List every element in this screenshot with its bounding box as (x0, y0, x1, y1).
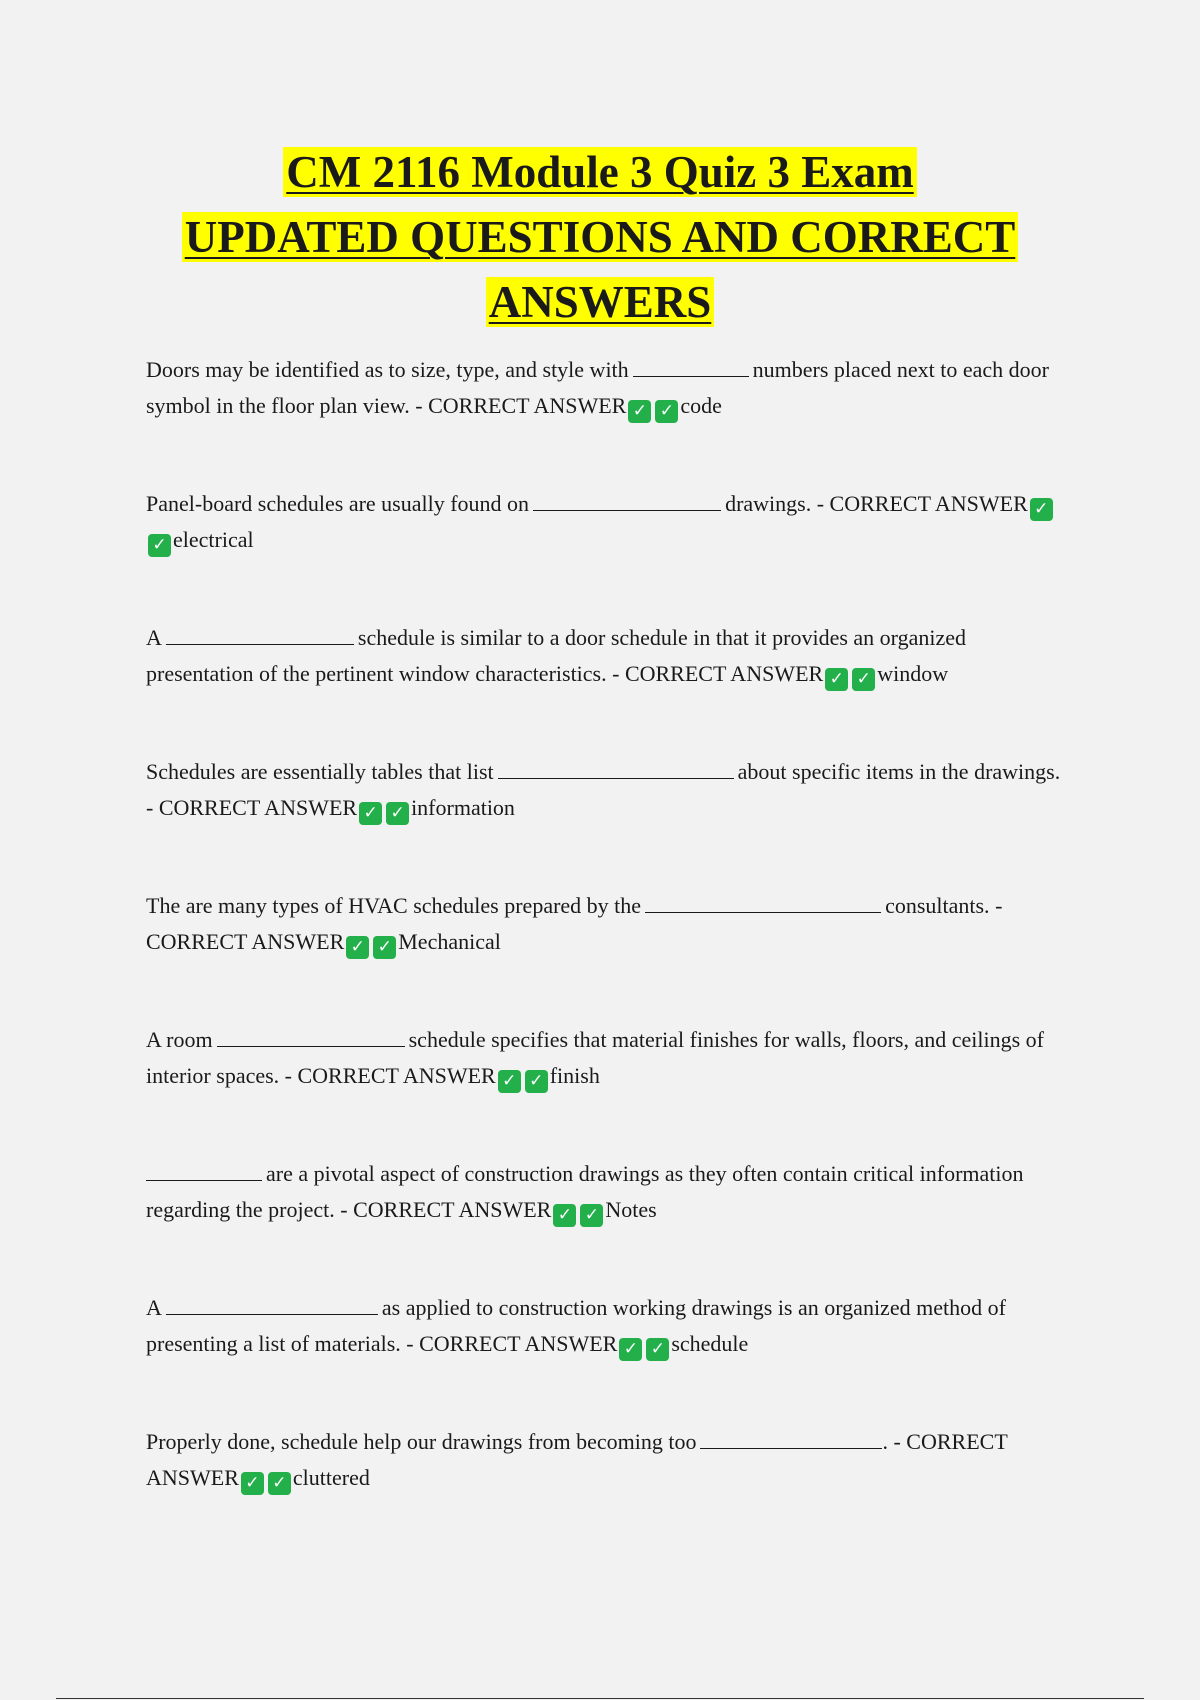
answer-text: window (877, 661, 949, 686)
check-mark-icon: ✓ (852, 668, 875, 691)
check-mark-icon: ✓ (655, 400, 678, 423)
answer-text: finish (549, 1063, 600, 1088)
check-mark-icon: ✓ (1030, 498, 1053, 521)
question-text: A (146, 625, 162, 650)
check-mark-icon: ✓ (359, 802, 382, 825)
answer-text: information (411, 795, 515, 820)
answer-blank (700, 1428, 882, 1449)
check-mark-icon: ✓ (386, 802, 409, 825)
question-item-6 (146, 1022, 1066, 1156)
answer-prefix: - CORRECT ANSWER (340, 1197, 552, 1222)
answer-prefix: - CORRECT ANSWER (146, 1429, 1008, 1490)
check-mark-icon: ✓ (825, 668, 848, 691)
answer-blank (217, 1026, 405, 1047)
answer-blank (166, 624, 354, 645)
answer-blank (498, 758, 734, 779)
answer-blank (633, 356, 749, 377)
question-text: drawings. (725, 491, 812, 516)
question-text: Panel-board schedules are usually found on (146, 491, 530, 516)
answer-text: schedule (671, 1331, 749, 1356)
question-text: consultants. (885, 893, 990, 918)
question-text: Doors may be identified as to size, type, and style with (146, 357, 629, 382)
question-list (146, 352, 1066, 1558)
answer-prefix: - CORRECT ANSWER (146, 795, 358, 820)
question-text: as applied to construction working drawings is an organized method of presenting a list of materials. (146, 1295, 1006, 1356)
check-mark-icon: ✓ (241, 1472, 264, 1495)
check-mark-icon: ✓ (525, 1070, 548, 1093)
question-item-3 (146, 620, 1066, 754)
answer-prefix: - CORRECT ANSWER (816, 491, 1028, 516)
check-mark-icon: ✓ (268, 1472, 291, 1495)
question-text: are a pivotal aspect of construction drawings as they often contain critical information regarding the project. (146, 1161, 1024, 1222)
check-mark-icon: ✓ (553, 1204, 576, 1227)
check-mark-icon: ✓ (346, 936, 369, 959)
answer-text: cluttered (292, 1465, 370, 1490)
question-item-2 (146, 486, 1066, 620)
answer-blank (533, 490, 721, 511)
check-mark-icon: ✓ (619, 1338, 642, 1361)
question-item-5 (146, 888, 1066, 1022)
question-item-7 (146, 1156, 1066, 1290)
answer-blank (166, 1294, 378, 1315)
answer-prefix: - CORRECT ANSWER (415, 393, 627, 418)
question-text: Properly done, schedule help our drawings from becoming too (146, 1429, 697, 1454)
answer-text: Mechanical (398, 929, 501, 954)
answer-prefix: - CORRECT ANSWER (406, 1331, 618, 1356)
title-line-3: ANSWERS (486, 277, 715, 327)
title-line-2: UPDATED QUESTIONS AND CORRECT (182, 212, 1019, 262)
check-mark-icon: ✓ (373, 936, 396, 959)
question-text: A room (146, 1027, 213, 1052)
question-text: numbers placed next to each door symbol in the floor plan view. (146, 357, 1049, 418)
page-bottom-rule (56, 1698, 1144, 1699)
title-line-1: CM 2116 Module 3 Quiz 3 Exam (283, 147, 917, 197)
question-text: A (146, 1295, 162, 1320)
answer-blank (645, 892, 881, 913)
answer-text: Notes (605, 1197, 657, 1222)
answer-prefix: - CORRECT ANSWER (146, 893, 1003, 954)
question-text: schedule is similar to a door schedule in that it provides an organized presentation of the pertinent window characteristics. (146, 625, 966, 686)
question-text: The are many types of HVAC schedules prepared by the (146, 893, 642, 918)
check-mark-icon: ✓ (498, 1070, 521, 1093)
question-item-4 (146, 754, 1066, 888)
answer-prefix: - CORRECT ANSWER (612, 661, 824, 686)
check-mark-icon: ✓ (148, 534, 171, 557)
question-text: about specific items in the drawings. (737, 759, 1061, 784)
answer-blank (146, 1160, 262, 1181)
question-text: Schedules are essentially tables that list (146, 759, 494, 784)
document-title (100, 140, 1100, 335)
answer-text: code (680, 393, 722, 418)
question-item-8 (146, 1290, 1066, 1424)
question-item-1 (146, 352, 1066, 486)
check-mark-icon: ✓ (628, 400, 651, 423)
check-mark-icon: ✓ (580, 1204, 603, 1227)
question-item-9 (146, 1424, 1066, 1558)
check-mark-icon: ✓ (646, 1338, 669, 1361)
answer-prefix: - CORRECT ANSWER (284, 1063, 496, 1088)
question-text: . (882, 1429, 888, 1454)
question-text: schedule specifies that material finishes for walls, floors, and ceilings of interior spaces. (146, 1027, 1044, 1088)
answer-text: electrical (173, 527, 254, 552)
